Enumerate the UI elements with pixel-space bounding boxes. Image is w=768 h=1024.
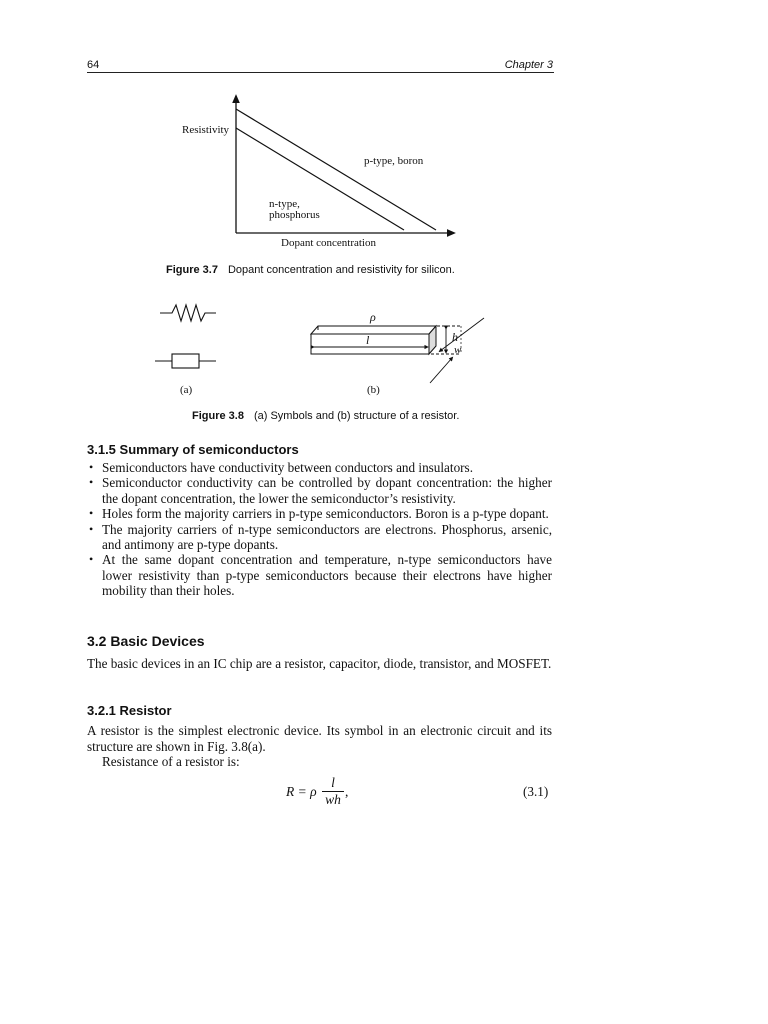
zigzag-resistor-symbol [160, 305, 216, 321]
figure-3-7 [0, 0, 768, 260]
label-a: (a) [180, 384, 193, 396]
n-type-label-line1: n-type, [269, 198, 300, 210]
figure-3-7-caption [166, 264, 455, 276]
length-label: l [366, 333, 370, 347]
n-type-label-line2: phosphorus [269, 209, 320, 221]
label-b: (b) [367, 384, 380, 396]
list-item: • Semiconductors have conductivity between conductors and insulators. [87, 460, 552, 475]
p-type-line [236, 109, 436, 230]
section-3-2-heading: 3.2 Basic Devices [87, 633, 205, 649]
caption-label: Figure 3.7 [166, 264, 218, 276]
section-3-2-1-heading: 3.2.1 Resistor [87, 703, 172, 718]
caption-label: Figure 3.8 [192, 410, 244, 422]
resistor-structure [311, 326, 436, 354]
section-3-2-text: The basic devices in an IC chip are a resistor, capacitor, diode, transistor, and MOSFET. [87, 656, 552, 671]
height-label: h [452, 330, 458, 344]
caption-text: (a) Symbols and (b) structure of a resistor. [253, 410, 460, 422]
figure-3-8-caption [192, 410, 459, 422]
equation-number: (3.1) [523, 784, 549, 799]
list-item: • The majority carriers of n-type semiconductors are electrons. Phosphorus, arsenic, and antimony are p-type dopants. [87, 522, 552, 553]
figure-3-8 [0, 290, 768, 400]
list-item: • At the same dopant concentration and temperature, n-type semiconductors have lower resistivity than p-type semiconductors because their electrons have higher mobility than their holes. [87, 552, 552, 598]
equation-lhs: R = ρ [286, 784, 317, 799]
width-label: w [454, 344, 462, 356]
width-arrow-top [440, 318, 484, 351]
box-resistor-symbol [155, 354, 216, 368]
width-arrow-bottom [430, 358, 452, 383]
x-axis-label: Dopant concentration [281, 237, 376, 249]
caption-text: Dopant concentration and resistivity for silicon. [227, 264, 455, 276]
equation-comma: , [345, 784, 349, 799]
rho-label: ρ [370, 310, 376, 324]
n-type-line [236, 128, 404, 230]
section-3-2-1-text2: Resistance of a resistor is: [102, 754, 240, 769]
list-item: • Holes form the majority carriers in p-type semiconductors. Boron is a p-type dopant. [87, 506, 552, 521]
chapter-title: Chapter 3 [504, 59, 553, 71]
section-3-2-1-text: A resistor is the simplest electronic device. Its symbol in an electronic circuit and its structure are shown in Fig. 3.8(a). [87, 723, 552, 754]
y-axis-label: Resistivity [182, 124, 230, 136]
list-item: • Semiconductor conductivity can be controlled by dopant concentration: the higher the dopant concentration, the lower the semiconductor’s resistivity. [87, 475, 552, 506]
section-3-1-5-heading: 3.1.5 Summary of semiconductors [87, 442, 299, 457]
equation-denominator: wh [325, 792, 341, 807]
summary-bullet-list [87, 460, 552, 599]
p-type-label: p-type, boron [364, 155, 424, 167]
page-number: 64 [87, 59, 100, 71]
equation-numerator: l [331, 775, 335, 790]
